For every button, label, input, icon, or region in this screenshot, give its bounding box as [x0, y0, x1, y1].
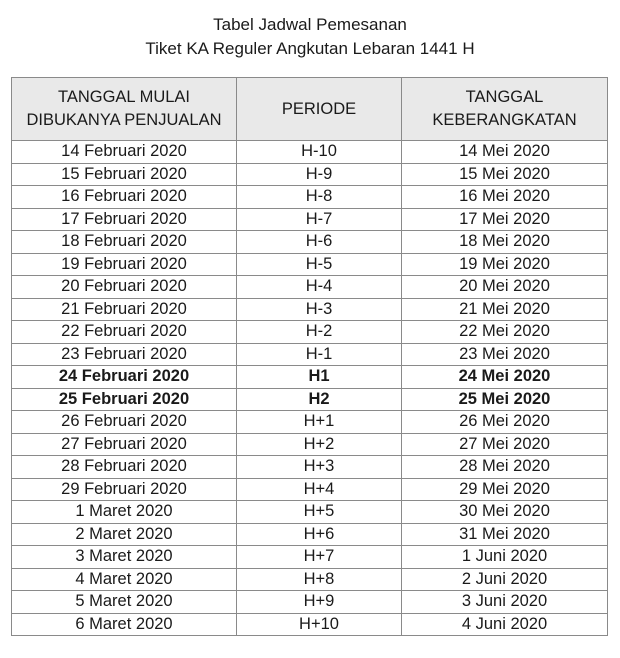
cell-tanggal-mulai: 28 Februari 2020 [12, 456, 237, 479]
header-periode-line1: PERIODE [281, 99, 357, 118]
cell-periode: H-9 [237, 163, 402, 186]
cell-tanggal-mulai: 25 Februari 2020 [12, 388, 237, 411]
cell-tanggal-mulai: 1 Maret 2020 [12, 501, 237, 524]
cell-periode: H+7 [237, 546, 402, 569]
cell-periode: H+6 [237, 523, 402, 546]
cell-tanggal-keberangkatan: 20 Mei 2020 [402, 276, 608, 299]
cell-tanggal-keberangkatan: 22 Mei 2020 [402, 321, 608, 344]
cell-tanggal-mulai: 6 Maret 2020 [12, 613, 237, 636]
cell-tanggal-keberangkatan: 14 Mei 2020 [402, 141, 608, 164]
cell-tanggal-mulai: 27 Februari 2020 [12, 433, 237, 456]
schedule-table-header [12, 78, 608, 141]
table-row [12, 186, 608, 209]
cell-tanggal-mulai: 20 Februari 2020 [12, 276, 237, 299]
cell-periode: H+3 [237, 456, 402, 479]
schedule-table [11, 77, 608, 636]
cell-tanggal-keberangkatan: 26 Mei 2020 [402, 411, 608, 434]
table-row [12, 298, 608, 321]
table-row [12, 523, 608, 546]
cell-periode: H+5 [237, 501, 402, 524]
table-row [12, 411, 608, 434]
cell-tanggal-keberangkatan: 31 Mei 2020 [402, 523, 608, 546]
header-tanggal-keberangkatan [402, 78, 608, 141]
cell-periode: H2 [237, 388, 402, 411]
table-row [12, 546, 608, 569]
table-subtitle: Tiket KA Reguler Angkutan Lebaran 1441 H [145, 39, 475, 58]
table-row [12, 433, 608, 456]
cell-tanggal-mulai: 19 Februari 2020 [12, 253, 237, 276]
cell-tanggal-keberangkatan: 19 Mei 2020 [402, 253, 608, 276]
table-row [12, 208, 608, 231]
cell-periode: H-4 [237, 276, 402, 299]
cell-periode: H+10 [237, 613, 402, 636]
cell-tanggal-keberangkatan: 30 Mei 2020 [402, 501, 608, 524]
cell-tanggal-keberangkatan: 29 Mei 2020 [402, 478, 608, 501]
cell-tanggal-keberangkatan: 27 Mei 2020 [402, 433, 608, 456]
cell-tanggal-keberangkatan: 15 Mei 2020 [402, 163, 608, 186]
header-tanggal-keberangkatan-line1: TANGGAL [465, 88, 544, 106]
cell-periode: H-5 [237, 253, 402, 276]
cell-tanggal-mulai: 15 Februari 2020 [12, 163, 237, 186]
cell-tanggal-keberangkatan: 16 Mei 2020 [402, 186, 608, 209]
cell-tanggal-keberangkatan: 3 Juni 2020 [402, 591, 608, 614]
cell-tanggal-mulai: 21 Februari 2020 [12, 298, 237, 321]
cell-periode: H-6 [237, 231, 402, 254]
header-tanggal-mulai-line2: DIBUKANYA PENJUALAN [26, 111, 222, 129]
cell-tanggal-mulai: 23 Februari 2020 [12, 343, 237, 366]
cell-tanggal-mulai: 5 Maret 2020 [12, 591, 237, 614]
cell-periode: H+8 [237, 568, 402, 591]
table-row [12, 456, 608, 479]
header-row [12, 78, 608, 141]
cell-tanggal-keberangkatan: 23 Mei 2020 [402, 343, 608, 366]
cell-tanggal-keberangkatan: 18 Mei 2020 [402, 231, 608, 254]
table-row [12, 591, 608, 614]
table-row [12, 478, 608, 501]
cell-tanggal-mulai: 14 Februari 2020 [12, 141, 237, 164]
cell-periode: H-3 [237, 298, 402, 321]
cell-tanggal-keberangkatan: 25 Mei 2020 [402, 388, 608, 411]
table-row [12, 141, 608, 164]
cell-tanggal-keberangkatan: 21 Mei 2020 [402, 298, 608, 321]
table-row [12, 388, 608, 411]
cell-periode: H-8 [237, 186, 402, 209]
table-row [12, 613, 608, 636]
cell-tanggal-keberangkatan: 2 Juni 2020 [402, 568, 608, 591]
cell-tanggal-mulai: 26 Februari 2020 [12, 411, 237, 434]
header-periode [237, 78, 402, 141]
cell-periode: H+2 [237, 433, 402, 456]
table-row [12, 163, 608, 186]
cell-tanggal-mulai: 3 Maret 2020 [12, 546, 237, 569]
cell-periode: H-1 [237, 343, 402, 366]
cell-periode: H+1 [237, 411, 402, 434]
cell-tanggal-mulai: 16 Februari 2020 [12, 186, 237, 209]
table-row [12, 321, 608, 344]
table-row [12, 231, 608, 254]
table-row [12, 276, 608, 299]
header-tanggal-mulai [12, 78, 237, 141]
table-row [12, 366, 608, 389]
table-row [12, 343, 608, 366]
table-row [12, 253, 608, 276]
table-title: Tabel Jadwal Pemesanan [213, 15, 407, 34]
header-tanggal-keberangkatan-line2: KEBERANGKATAN [432, 111, 577, 129]
cell-tanggal-mulai: 2 Maret 2020 [12, 523, 237, 546]
cell-tanggal-mulai: 17 Februari 2020 [12, 208, 237, 231]
cell-tanggal-keberangkatan: 4 Juni 2020 [402, 613, 608, 636]
header-tanggal-mulai-line1: TANGGAL MULAI [57, 88, 191, 106]
cell-tanggal-keberangkatan: 1 Juni 2020 [402, 546, 608, 569]
cell-periode: H+4 [237, 478, 402, 501]
cell-periode: H+9 [237, 591, 402, 614]
cell-tanggal-keberangkatan: 28 Mei 2020 [402, 456, 608, 479]
cell-tanggal-mulai: 24 Februari 2020 [12, 366, 237, 389]
cell-tanggal-mulai: 18 Februari 2020 [12, 231, 237, 254]
table-row [12, 501, 608, 524]
cell-tanggal-mulai: 22 Februari 2020 [12, 321, 237, 344]
cell-periode: H-10 [237, 141, 402, 164]
cell-tanggal-keberangkatan: 17 Mei 2020 [402, 208, 608, 231]
cell-periode: H1 [237, 366, 402, 389]
cell-tanggal-mulai: 4 Maret 2020 [12, 568, 237, 591]
cell-periode: H-7 [237, 208, 402, 231]
cell-periode: H-2 [237, 321, 402, 344]
schedule-table-body [12, 141, 608, 636]
cell-tanggal-mulai: 29 Februari 2020 [12, 478, 237, 501]
cell-tanggal-keberangkatan: 24 Mei 2020 [402, 366, 608, 389]
table-row [12, 568, 608, 591]
